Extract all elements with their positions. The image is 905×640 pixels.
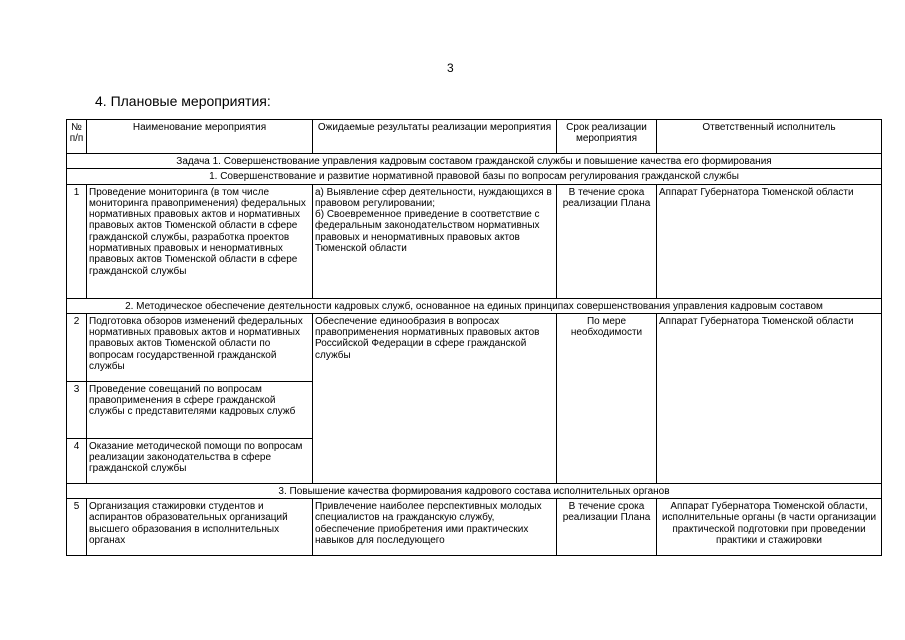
row-num: 3	[67, 381, 87, 438]
group3-title: 3. Повышение качества формирования кадрового состава исполнительных органов	[67, 483, 882, 498]
row-responsible: Аппарат Губернатора Тюменской области	[657, 184, 882, 298]
group2-responsible: Аппарат Губернатора Тюменской области	[657, 313, 882, 483]
row-num: 5	[67, 499, 87, 556]
group1-title: 1. Совершенствование и развитие нормативной правовой базы по вопросам регулирования гражданской службы	[67, 169, 882, 184]
page-number: 3	[447, 61, 454, 75]
group2-title: 2. Методическое обеспечение деятельности кадровых служб, основанное на единых принципах совершенствования управления кадровым составом	[67, 298, 882, 313]
header-results: Ожидаемые результаты реализации мероприятия	[313, 120, 557, 154]
header-name: Наименование мероприятия	[87, 120, 313, 154]
row-name: Оказание методической помощи по вопросам реализации законодательства в сфере гражданской службы	[87, 438, 313, 483]
section-title: 4. Плановые мероприятия:	[95, 93, 271, 109]
row-term: В течение срока реализации Плана	[557, 184, 657, 298]
table-header-row	[67, 120, 882, 154]
table-row	[67, 184, 882, 298]
header-responsible: Ответственный исполнитель	[657, 120, 882, 154]
group-row	[67, 483, 882, 498]
header-num: № п/п	[67, 120, 87, 154]
row-num: 1	[67, 184, 87, 298]
group2-term: По мере необходимости	[557, 313, 657, 483]
task-title: Задача 1. Совершенствование управления кадровым составом гражданской службы и повышение качества его формирования	[67, 154, 882, 169]
plan-table	[66, 119, 882, 556]
row-num: 4	[67, 438, 87, 483]
header-term: Срок реализации мероприятия	[557, 120, 657, 154]
row-results: Привлечение наиболее перспективных молодых специалистов на гражданскую службу, обеспечение приобретения ими практических навыков для последующего	[313, 499, 557, 556]
row-name: Проведение совещаний по вопросам правоприменения в сфере гражданской службы с представителями кадровых служб	[87, 381, 313, 438]
row-name: Организация стажировки студентов и аспирантов образовательных организаций высшего образования в исполнительных органах	[87, 499, 313, 556]
row-num: 2	[67, 313, 87, 381]
group-row	[67, 169, 882, 184]
group2-results: Обеспечение единообразия в вопросах правоприменения нормативных правовых актов Российской Федерации в сфере гражданской службы	[313, 313, 557, 483]
row-responsible: Аппарат Губернатора Тюменской области, исполнительные органы (в части организации практической подготовки при проведении практики и стажировки	[657, 499, 882, 556]
row-term: В течение срока реализации Плана	[557, 499, 657, 556]
group-row	[67, 298, 882, 313]
row-results: а) Выявление сфер деятельности, нуждающихся в правовом регулировании; б) Своевременное приведение в соответствие с федеральным законодательством нормативных правовых и ненормативных правовых актов Тюменской области	[313, 184, 557, 298]
table-row	[67, 499, 882, 556]
task-row	[67, 154, 882, 169]
table-row	[67, 313, 882, 381]
row-name: Проведение мониторинга (в том числе мониторинга правоприменения) федеральных нормативных правовых актов и нормативных правовых актов Тюменской области в сфере гражданской службы, разработка проектов нормативных правовых и ненормативных правовых актов Тюменской области в сфере гражданской службы	[87, 184, 313, 298]
row-name: Подготовка обзоров изменений федеральных нормативных правовых актов и нормативных правовых актов Тюменской области по вопросам государственной гражданской службы	[87, 313, 313, 381]
